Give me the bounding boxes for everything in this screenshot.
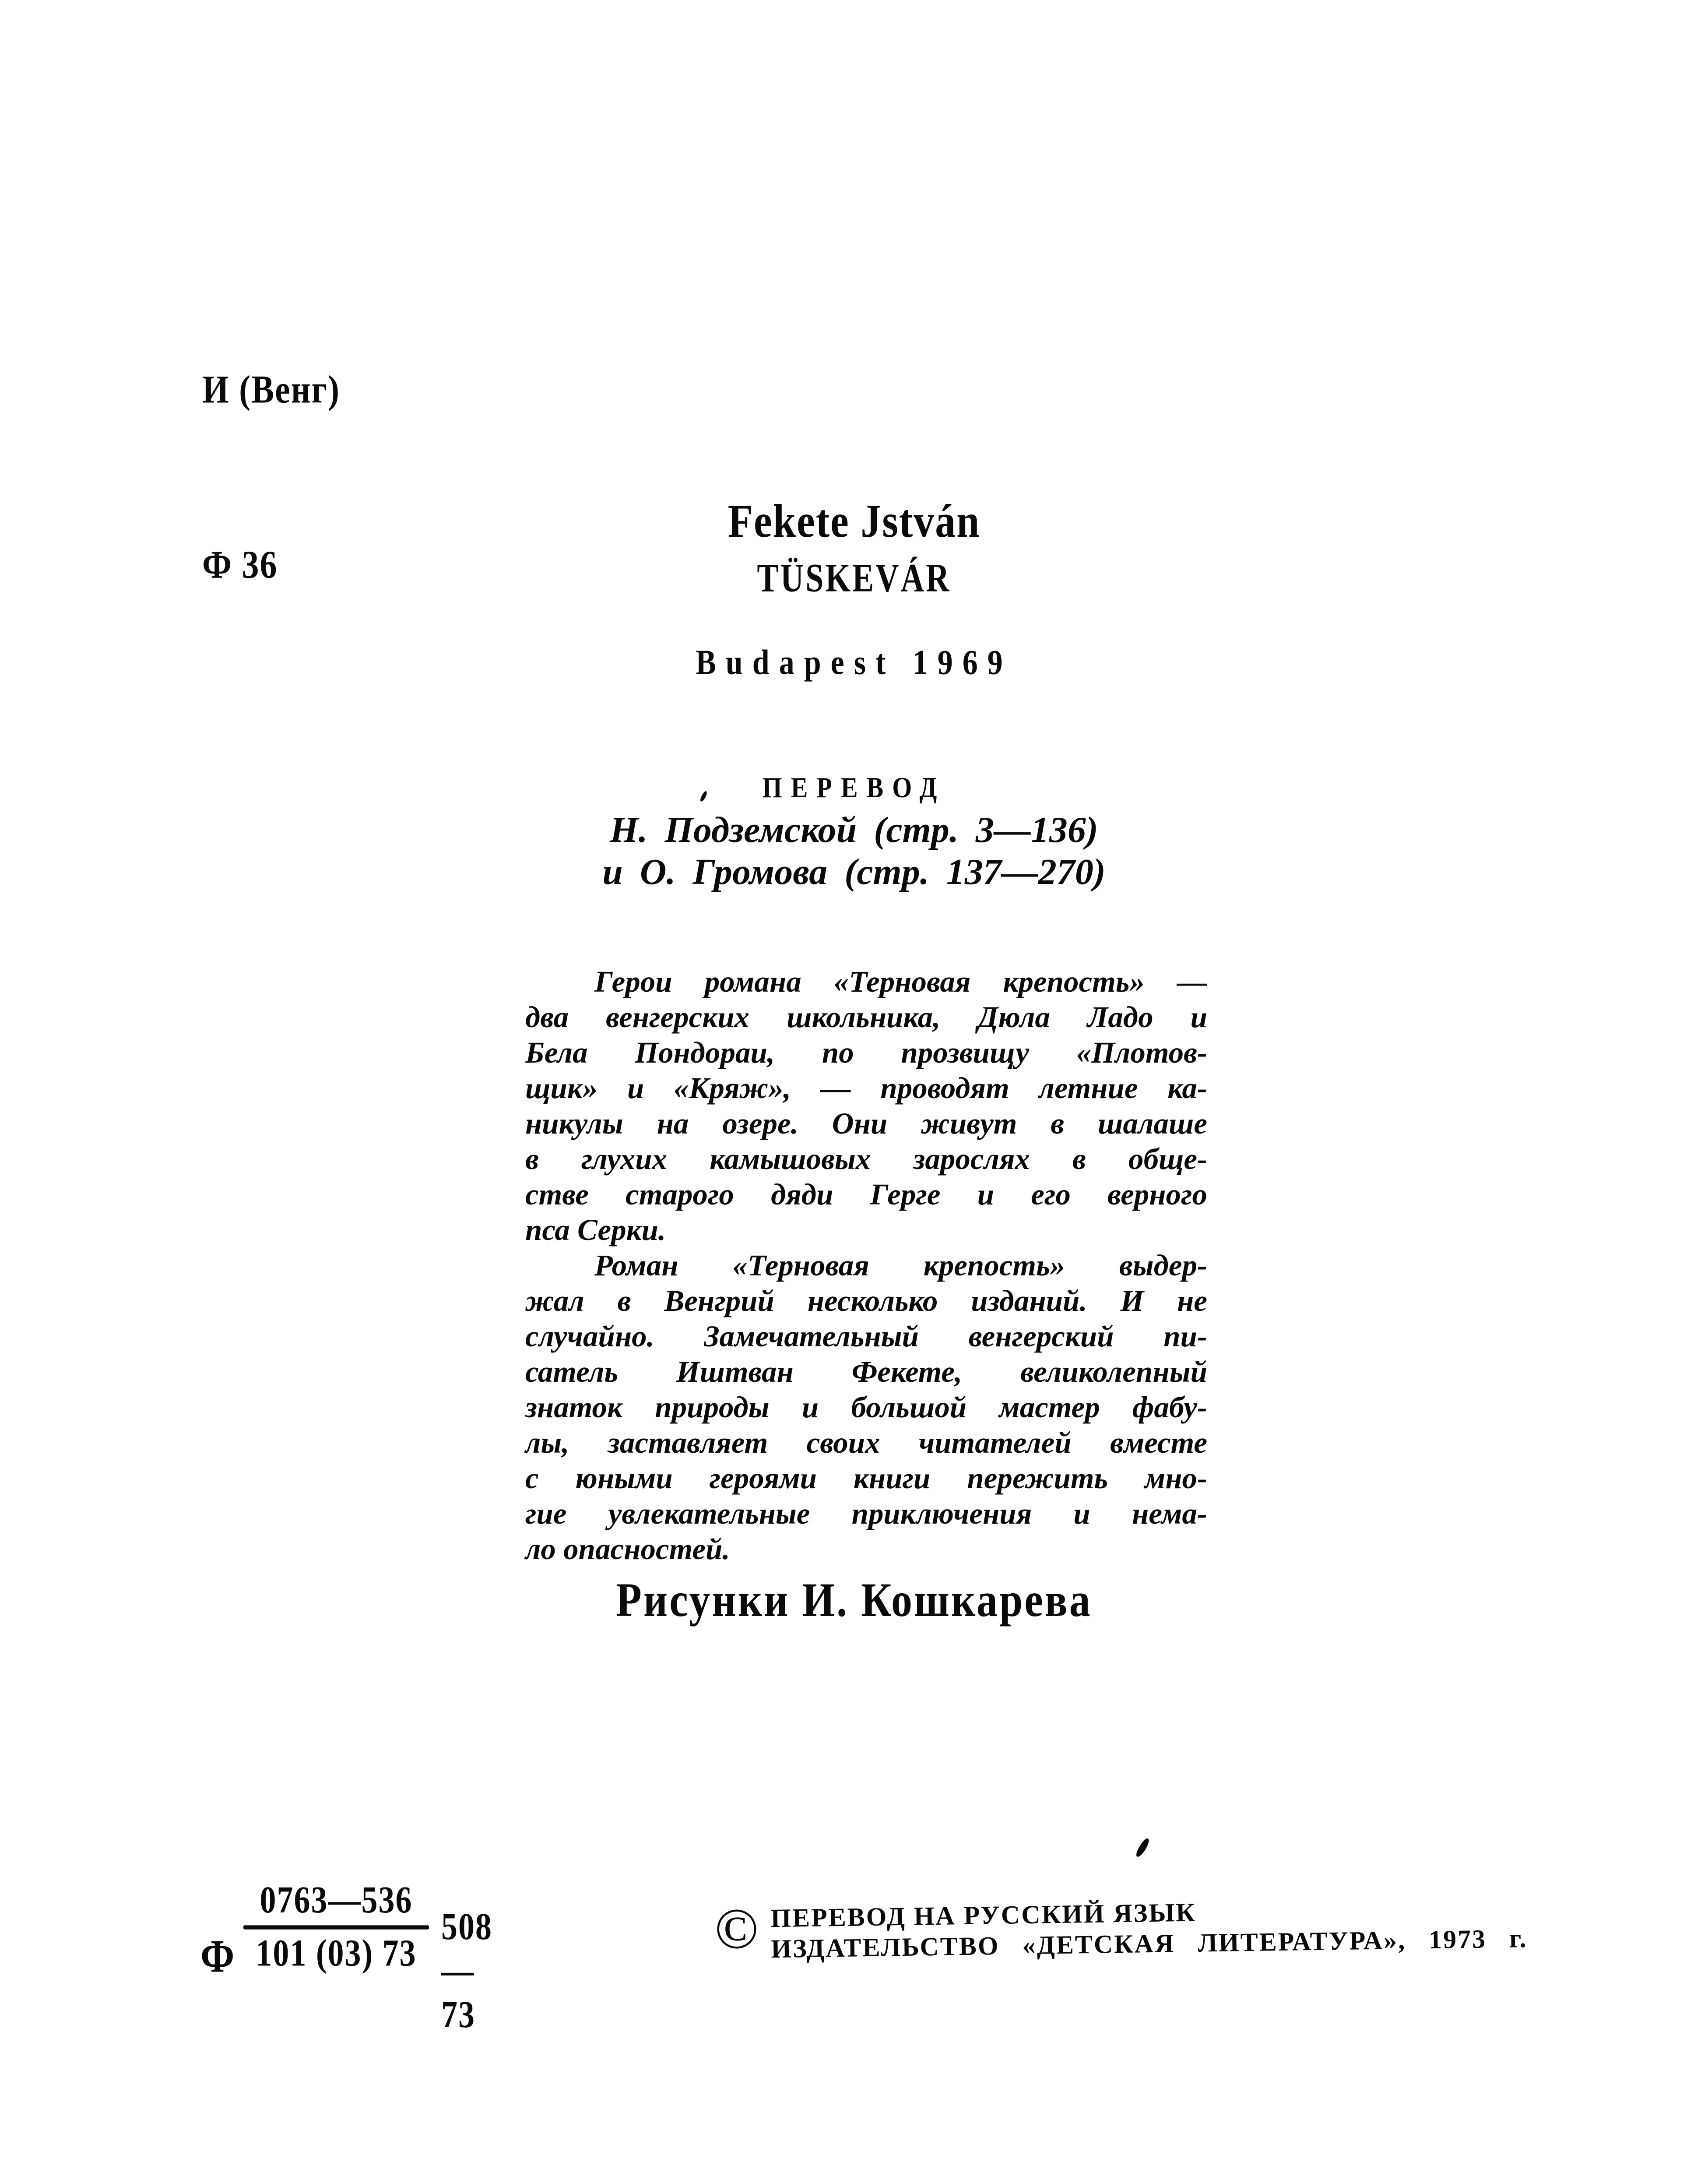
classification-line-2: Ф 36 xyxy=(202,542,278,587)
annotation-line: ло опасностей. xyxy=(525,1532,730,1566)
colophon-index-letter: Ф xyxy=(200,1931,235,1982)
translator-line-1: Н. Подземской (стр. 3—136) xyxy=(610,810,1098,850)
library-classification xyxy=(202,243,340,711)
fraction-denominator: 101 (03) 73 xyxy=(256,1932,417,1975)
annotation-line: Роман «Терновая крепость» выдер- xyxy=(594,1249,1207,1282)
annotation-line: стве старого дяди Герге и его верного xyxy=(525,1178,1207,1211)
annotation-line: знаток природы и большой мастер фабу- xyxy=(525,1391,1207,1424)
author-name: Fekete Jstván xyxy=(727,495,981,547)
original-imprint: Budapest 1969 xyxy=(696,643,1012,682)
illustrations-credit: Рисунки И. Кошкарева xyxy=(616,1573,1092,1627)
translator-line-2: и О. Громова (стр. 137—270) xyxy=(602,852,1106,892)
book-title: TÜSKEVÁR xyxy=(757,556,951,601)
colophon-fraction xyxy=(243,1878,429,1975)
ink-speck xyxy=(1134,1837,1151,1859)
annotation-paragraph xyxy=(525,964,1207,1567)
annotation-line: щик» и «Кряж», — проводят летние ка- xyxy=(525,1071,1207,1105)
annotation-line: с юными героями книги пережить мно- xyxy=(525,1461,1207,1495)
annotation-line: случайно. Замечательный венгерский пи- xyxy=(525,1320,1207,1353)
annotation-line: в глухих камышовых зарослях в обще- xyxy=(525,1142,1207,1176)
copyright-lines xyxy=(770,1894,1528,1962)
translators-block xyxy=(0,809,1708,893)
annotation-line: пса Серки. xyxy=(525,1213,666,1246)
translation-heading: ПЕРЕВОД xyxy=(762,771,946,804)
copyright-icon: © xyxy=(714,1896,759,1961)
classification-line-1: И (Венг) xyxy=(202,367,341,411)
copyright-line-2: ИЗДАТЕЛЬСТВО «ДЕТСКАЯ ЛИТЕРАТУРА», 1973 г. xyxy=(770,1924,1528,1964)
annotation-line: лы, заставляет своих читателей вместе xyxy=(525,1426,1207,1459)
colophon-order-code: 508—73 xyxy=(441,1905,492,2036)
annotation-line: гие увлекательные приключения и нема- xyxy=(525,1497,1207,1530)
annotation-line: сатель Иштван Фекете, великолепный xyxy=(525,1355,1207,1388)
copyright-line-1: ПЕРЕВОД НА РУССКИЙ ЯЗЫК xyxy=(770,1898,1197,1933)
annotation-line: Герои романа «Терновая крепость» — xyxy=(594,965,1207,998)
annotation-line: два венгерских школьника, Дюла Ладо и xyxy=(525,1000,1207,1034)
annotation-line: жал в Венгрий несколько изданий. И не xyxy=(525,1284,1207,1317)
fraction-numerator: 0763—536 xyxy=(260,1879,413,1921)
fraction-bar xyxy=(243,1925,429,1929)
annotation-line: никулы на озере. Они живут в шалаше xyxy=(525,1107,1207,1140)
annotation-line: Бела Пондораи, по прозвищу «Плотов- xyxy=(525,1036,1207,1069)
